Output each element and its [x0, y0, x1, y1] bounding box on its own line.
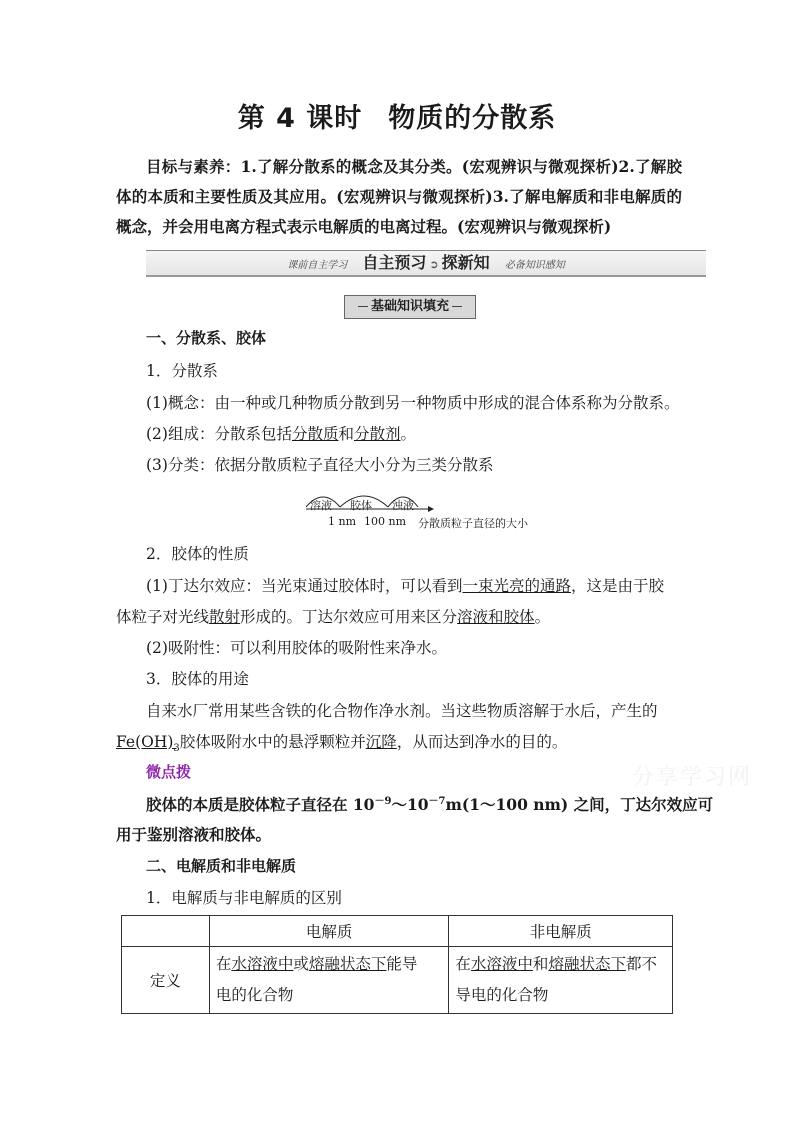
exponent: －9 [374, 796, 392, 807]
electrolyte-comparison-table [121, 915, 673, 1014]
tyndall-line-1 [146, 574, 664, 596]
answer-dispersed-phase: 分散质 [291, 425, 339, 443]
heading-electrolytes: 二、电解质和非电解质 [146, 857, 297, 875]
text: ，这是由于胶 [570, 577, 664, 595]
uses-line-1: 自来水厂常用某些含铁的化合物作净水剂。当这些物质溶解于水后，产生的 [146, 702, 658, 720]
text: 形成的。丁达尔效应可用来区分 [240, 608, 458, 626]
sub-heading-colloid-uses: 3．胶体的用途 [146, 670, 249, 688]
header-non-electrolyte: 非电解质 [449, 916, 673, 947]
tip-label: 微点拨 [146, 763, 192, 781]
answer-scattering: 散射 [209, 608, 241, 626]
tip-line-2: 用于鉴别溶液和胶体。 [116, 825, 272, 844]
text: 胶体吸附水中的悬浮颗粒并 [179, 733, 366, 751]
text: 体粒子对光线 [116, 608, 210, 626]
text: 在 [215, 955, 232, 973]
tyndall-line-2 [116, 605, 550, 627]
lesson-number: 第 4 课时 [237, 103, 363, 134]
page-title [0, 96, 794, 135]
section-banner [146, 250, 706, 277]
text: 在 [455, 955, 471, 973]
banner-main-2: 探新知 [441, 253, 490, 272]
sub-heading-dispersion: 1．分散系 [146, 362, 218, 380]
section-tag [344, 295, 476, 319]
sub-heading-electrolyte-difference: 1．电解质与非电解质的区别 [146, 889, 342, 907]
sub-heading-colloid-properties: 2．胶体的性质 [146, 545, 249, 563]
banner-right-label: 必备知识感知 [504, 260, 565, 271]
uses-line-2 [116, 730, 567, 754]
label-solution: 溶液 [310, 499, 332, 512]
banner-left-label: 课前自主学习 [287, 260, 348, 271]
cell-electrolyte-definition [209, 947, 449, 1014]
axis-label: 分散质粒子直径的大小 [418, 517, 528, 530]
classification-paragraph: (3)分类：依据分散质粒子直径大小分为三类分散系 [146, 456, 494, 474]
label-colloid: 胶体 [350, 499, 372, 512]
text: 和 [532, 955, 549, 973]
text: ，从而达到净水的目的。 [396, 733, 568, 751]
table-row [122, 947, 673, 1014]
answer-aqueous: 水溶液中 [231, 955, 294, 973]
text: 能导 [386, 955, 418, 973]
text: ～10 [391, 795, 429, 815]
text: 。 [400, 425, 417, 443]
answer-solution-colloid: 溶液和胶体 [457, 608, 535, 626]
text: (2)组成：分散系包括 [146, 425, 292, 443]
arrow-icon: ➲ [429, 258, 439, 271]
text: m(1～100 nm) 之间，丁达尔效应可 [445, 795, 714, 815]
tick-1nm: 1 nm [328, 515, 357, 528]
text: 都不 [625, 955, 657, 973]
tip-line-1 [146, 792, 713, 815]
answer-aqueous: 水溶液中 [470, 955, 533, 973]
header-electrolyte: 电解质 [209, 916, 449, 947]
text: 导电的化合物 [455, 986, 549, 1004]
answer-iron-hydroxide [116, 733, 180, 755]
answer-light-path: 一束光亮的通路 [462, 577, 571, 595]
adsorption-paragraph: (2)吸附性：可以利用胶体的吸附性来净水。 [146, 639, 447, 657]
answer-dispersion-medium: 分散剂 [354, 425, 401, 443]
text: 电的化合物 [215, 986, 294, 1004]
subscript: 3 [173, 743, 180, 755]
section-tag-label: 基础知识填充 [371, 299, 450, 314]
answer-molten: 熔融状态下 [308, 955, 387, 973]
row-label-definition: 定义 [122, 947, 210, 1014]
exponent: －7 [428, 796, 446, 807]
text: 。 [534, 608, 551, 626]
text: 和 [338, 425, 354, 443]
table-corner [122, 916, 210, 947]
text: (1)丁达尔效应：当光束通过胶体时，可以看到 [146, 577, 463, 595]
text: 或 [293, 955, 309, 973]
composition-paragraph [146, 422, 416, 444]
lesson-topic: 物质的分散系 [388, 103, 557, 134]
particle-size-diagram [306, 485, 546, 533]
concept-paragraph: (1)概念：由一种或几种物质分散到另一种物质中形成的混合体系称为分散系。 [146, 394, 680, 412]
label-turbid: 浊液 [392, 499, 414, 512]
table-header-row [122, 916, 673, 947]
text: 胶体的本质是胶体粒子直径在 10 [146, 795, 375, 815]
banner-main-1: 自主预习 [362, 253, 427, 272]
answer-settle: 沉降 [365, 733, 397, 751]
text: Fe(OH) [116, 733, 174, 751]
answer-molten: 熔融状态下 [548, 955, 626, 973]
learning-goals: 目标与素养：1.了解分散系的概念及其分类。(宏观辨识与微观探析)2.了解胶体的本质和主要性质及其应用。(宏观辨识与微观探析)3.了解电解质和非电解质的概念，并会用电离方程式表示电解质的电离过程。(宏观辨识与微观探析) [116, 157, 682, 236]
heading-dispersion-colloid: 一、分散系、胶体 [146, 329, 267, 347]
watermark: 分享学习网 [632, 765, 753, 790]
tick-100nm: 100 nm [364, 515, 407, 528]
cell-non-electrolyte-definition [449, 947, 673, 1014]
